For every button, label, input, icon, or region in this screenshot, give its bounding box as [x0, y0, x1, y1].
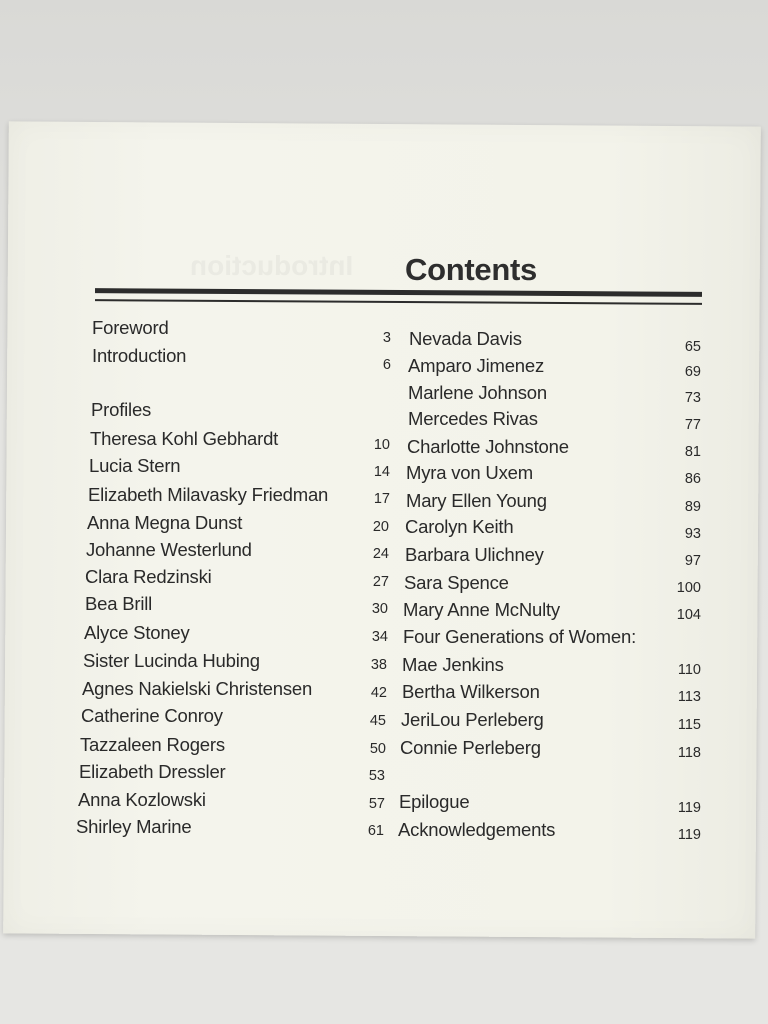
toc-page-introduction: 6: [382, 357, 391, 373]
toc-entry: Anna Megna Dunst: [87, 512, 243, 533]
toc-page: 100: [676, 580, 701, 596]
toc-entry: JeriLou Perleberg: [401, 709, 544, 730]
toc-entry: Elizabeth Dressler: [79, 761, 226, 782]
toc-entry: Sara Spence: [404, 572, 509, 593]
toc-entry: Mae Jenkins: [402, 654, 504, 675]
toc-page: 104: [676, 607, 701, 623]
toc-page: 115: [677, 717, 701, 733]
toc-page: 10: [373, 437, 390, 453]
toc-entry-introduction: Introduction: [92, 345, 187, 366]
toc-section-profiles: Profiles: [91, 399, 152, 420]
toc-page: 24: [372, 546, 389, 562]
toc-page: 53: [368, 768, 385, 784]
toc-page: 50: [369, 741, 386, 757]
toc-entry: Tazzaleen Rogers: [80, 734, 225, 755]
toc-entry: Nevada Davis: [409, 328, 522, 349]
toc-page: 34: [371, 629, 388, 645]
toc-page: 73: [684, 390, 701, 406]
toc-entry: Bea Brill: [85, 593, 153, 614]
toc-page: 61: [367, 823, 384, 839]
toc-entry: Shirley Marine: [76, 816, 192, 837]
toc-entry: Sister Lucinda Hubing: [83, 650, 260, 671]
toc-entry: Lucia Stern: [89, 455, 181, 476]
toc-page: 45: [369, 713, 386, 729]
toc-entry: Alyce Stoney: [84, 622, 190, 643]
toc-page: 89: [684, 499, 701, 515]
toc-entry: Agnes Nakielski Christensen: [82, 678, 313, 699]
toc-entry-epilogue: Epilogue: [399, 791, 470, 812]
toc-page: 17: [373, 491, 390, 507]
toc-page: 20: [372, 519, 389, 535]
toc-page: 113: [677, 689, 701, 705]
toc-entry: Elizabeth Milavasky Friedman: [88, 484, 329, 505]
toc-entry: Marlene Johnson: [408, 382, 547, 403]
toc-page: 38: [370, 657, 387, 673]
toc-entry: Catherine Conroy: [81, 705, 223, 726]
toc-page: 14: [373, 464, 390, 480]
toc-page: 69: [684, 364, 701, 380]
toc-entry: Anna Kozlowski: [78, 789, 206, 810]
toc-entry: Clara Redzinski: [85, 566, 212, 587]
toc-section-four-generations: Four Generations of Women:: [403, 626, 637, 647]
show-through-text: Introduction: [190, 250, 354, 281]
toc-page: 97: [684, 553, 701, 569]
toc-page: 93: [684, 526, 701, 542]
toc-entry-acknowledgements: Acknowledgements: [398, 819, 556, 840]
toc-page: 86: [684, 471, 701, 487]
page-title: Contents: [405, 252, 537, 287]
toc-entry: Connie Perleberg: [400, 737, 541, 758]
toc-page-epilogue: 119: [677, 800, 701, 816]
toc-page-foreword: 3: [382, 330, 391, 346]
toc-page: 65: [684, 339, 701, 355]
toc-entry: Johanne Westerlund: [86, 539, 252, 560]
toc-page: 27: [372, 574, 389, 590]
toc-page: 42: [370, 685, 387, 701]
toc-entry: Mercedes Rivas: [408, 408, 538, 429]
toc-entry: Carolyn Keith: [405, 516, 514, 537]
toc-entry: Theresa Kohl Gebhardt: [90, 428, 279, 449]
toc-entry: Charlotte Johnstone: [407, 436, 569, 457]
toc-page-acknowledgements: 119: [677, 827, 701, 843]
toc-page: 57: [368, 796, 385, 812]
toc-entry-foreword: Foreword: [92, 317, 169, 338]
toc-page: 110: [677, 662, 701, 678]
toc-page: 81: [684, 444, 701, 460]
toc-page: 118: [677, 745, 701, 761]
toc-entry: Myra von Uxem: [406, 462, 533, 483]
toc-page: 30: [371, 601, 388, 617]
toc-entry: Mary Anne McNulty: [403, 599, 560, 620]
toc-entry: Amparo Jimenez: [408, 355, 545, 376]
toc-page: 77: [684, 417, 701, 433]
toc-entry: Barbara Ulichney: [405, 544, 544, 565]
toc-entry: Bertha Wilkerson: [402, 681, 540, 702]
toc-entry: Mary Ellen Young: [406, 490, 547, 511]
